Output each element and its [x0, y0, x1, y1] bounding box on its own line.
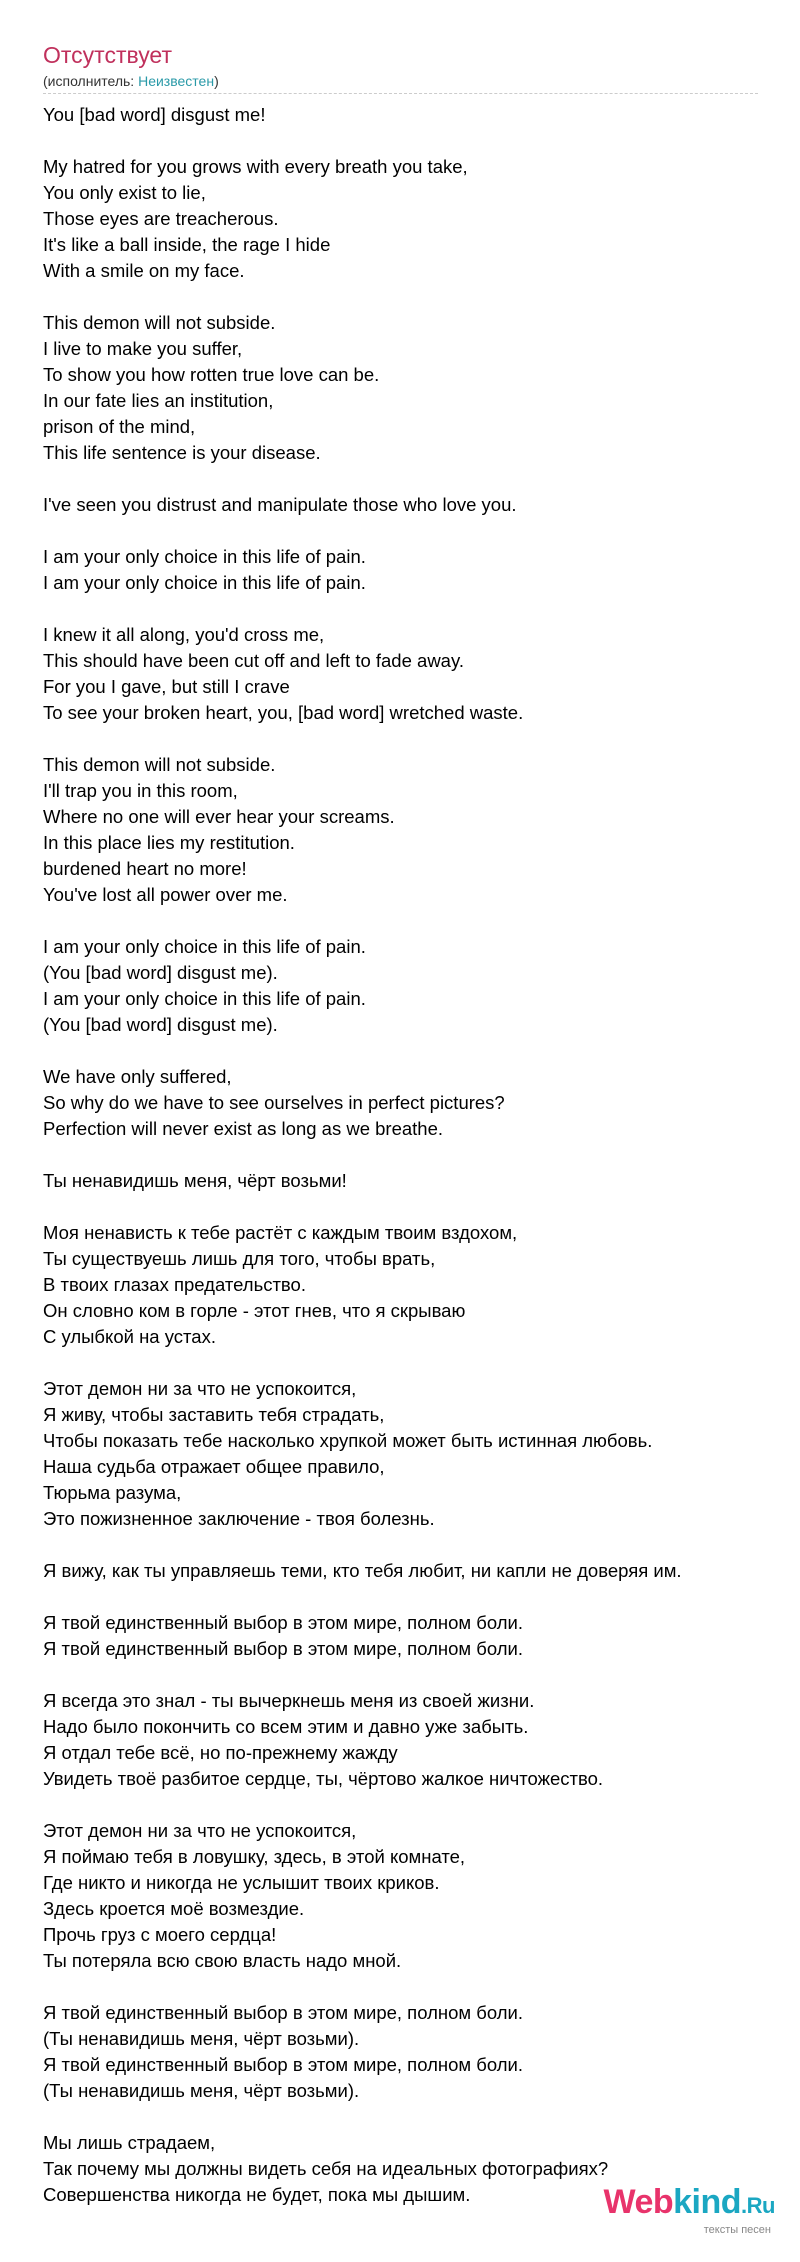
lyrics-stanza [43, 102, 763, 128]
lyric-line: You [bad word] disgust me! [43, 104, 266, 125]
lyric-line: Чтобы показать тебе насколько хрупкой может быть истинная любовь. [43, 1430, 653, 1451]
lyrics-stanza [43, 492, 763, 518]
lyrics-stanza [43, 1064, 763, 1142]
logo-subtitle: тексты песен [703, 2224, 771, 2236]
lyric-line: Этот демон ни за что не успокоится, [43, 1820, 357, 1841]
lyric-line: I am your only choice in this life of pain. [43, 546, 366, 567]
lyric-line: Я твой единственный выбор в этом мире, полном боли. [43, 2054, 523, 2075]
lyric-line: (You [bad word] disgust me). [43, 962, 278, 983]
lyric-line: This should have been cut off and left to fade away. [43, 650, 464, 671]
lyrics-stanza [43, 1168, 763, 1194]
lyric-line: This demon will not subside. [43, 312, 276, 333]
lyric-line: Где никто и никогда не услышит твоих криков. [43, 1872, 440, 1893]
lyric-line: I live to make you suffer, [43, 338, 243, 359]
lyric-line: Я отдал тебе всё, но по-прежнему жажду [43, 1742, 398, 1763]
lyric-line: It's like a ball inside, the rage I hide [43, 234, 331, 255]
lyric-line: Этот демон ни за что не успокоится, [43, 1378, 357, 1399]
lyric-line: Those eyes are treacherous. [43, 208, 279, 229]
lyric-line: To see your broken heart, you, [bad word] wretched waste. [43, 702, 524, 723]
lyric-line: (You [bad word] disgust me). [43, 1014, 278, 1035]
lyric-line: Ты ненавидишь меня, чёрт возьми! [43, 1170, 347, 1191]
lyric-line: Я твой единственный выбор в этом мире, полном боли. [43, 1612, 523, 1633]
lyric-line: With a smile on my face. [43, 260, 245, 281]
lyrics-stanza [43, 2000, 763, 2104]
lyric-line: Ты потеряла всю свою власть надо мной. [43, 1950, 402, 1971]
lyric-line: In this place lies my restitution. [43, 832, 295, 853]
lyric-line: I've seen you distrust and manipulate those who love you. [43, 494, 517, 515]
artist-prefix: (исполнитель: [43, 73, 139, 89]
lyric-line: Так почему мы должны видеть себя на идеальных фотографиях? [43, 2158, 609, 2179]
lyrics-stanza [43, 1220, 763, 1350]
lyric-line: Я твой единственный выбор в этом мире, полном боли. [43, 2002, 523, 2023]
lyric-line: prison of the mind, [43, 416, 196, 437]
logo-web-text: Web [603, 2183, 674, 2221]
lyric-line: Я вижу, как ты управляешь теми, кто тебя любит, ни капли не доверяя им. [43, 1560, 682, 1581]
lyric-line: Я всегда это знал - ты вычеркнешь меня из своей жизни. [43, 1690, 535, 1711]
lyric-line: Здесь кроется моё возмездие. [43, 1898, 305, 1919]
lyrics-stanza [43, 544, 763, 596]
lyric-line: You only exist to lie, [43, 182, 206, 203]
lyric-line: This life sentence is your disease. [43, 442, 321, 463]
lyric-line: I am your only choice in this life of pain. [43, 988, 366, 1009]
artist-suffix: ) [214, 73, 219, 89]
lyric-line: Моя ненависть к тебе растёт с каждым твоим вздохом, [43, 1222, 518, 1243]
lyrics-stanza [43, 1610, 763, 1662]
lyrics-stanza [43, 1558, 763, 1584]
lyric-line: Я поймаю тебя в ловушку, здесь, в этой комнате, [43, 1846, 466, 1867]
lyrics-stanza [43, 752, 763, 908]
lyric-line: In our fate lies an institution, [43, 390, 274, 411]
lyric-line: Where no one will ever hear your screams. [43, 806, 395, 827]
lyric-line: (Ты ненавидишь меня, чёрт возьми). [43, 2080, 360, 2101]
lyric-line: Ты существуешь лишь для того, чтобы врать, [43, 1248, 436, 1269]
lyric-line: I am your only choice in this life of pain. [43, 936, 366, 957]
lyric-line: Я твой единственный выбор в этом мире, полном боли. [43, 1638, 523, 1659]
lyric-line: В твоих глазах предательство. [43, 1274, 306, 1295]
lyric-line: We have only suffered, [43, 1066, 232, 1087]
song-title: Отсутствует [43, 42, 172, 68]
lyric-line: Совершенства никогда не будет, пока мы дышим. [43, 2184, 471, 2205]
logo-ru-text: .Ru [741, 2193, 775, 2218]
lyrics-body [43, 102, 763, 2234]
lyric-line: For you I gave, but still I crave [43, 676, 290, 697]
lyric-line: Perfection will never exist as long as we breathe. [43, 1118, 444, 1139]
lyric-line: (Ты ненавидишь меня, чёрт возьми). [43, 2028, 360, 2049]
lyric-line: Надо было покончить со всем этим и давно уже забыть. [43, 1716, 529, 1737]
lyrics-stanza [43, 934, 763, 1038]
lyric-line: Прочь груз с моего сердца! [43, 1924, 277, 1945]
lyric-line: Тюрьма разума, [43, 1482, 182, 1503]
lyric-line: I'll trap you in this room, [43, 780, 238, 801]
lyric-line: Мы лишь страдаем, [43, 2132, 216, 2153]
lyric-line: Он словно ком в горле - этот гнев, что я скрываю [43, 1300, 466, 1321]
lyric-line: I am your only choice in this life of pain. [43, 572, 366, 593]
artist-line [43, 72, 758, 94]
logo-kind-text: kind [673, 2183, 742, 2221]
lyrics-stanza [43, 1688, 763, 1792]
lyrics-stanza [43, 1818, 763, 1974]
logo-wordmark [603, 2185, 775, 2223]
lyric-line: Я живу, чтобы заставить тебя страдать, [43, 1404, 385, 1425]
lyrics-stanza [43, 310, 763, 466]
lyric-line: You've lost all power over me. [43, 884, 288, 905]
lyric-line: I knew it all along, you'd cross me, [43, 624, 325, 645]
lyric-line: So why do we have to see ourselves in perfect pictures? [43, 1092, 505, 1113]
lyric-line: To show you how rotten true love can be. [43, 364, 380, 385]
lyric-line: burdened heart no more! [43, 858, 247, 879]
lyrics-stanza [43, 1376, 763, 1532]
song-header [43, 40, 758, 94]
lyric-line: Это пожизненное заключение - твоя болезнь. [43, 1508, 435, 1529]
lyrics-stanza [43, 622, 763, 726]
lyric-line: Наша судьба отражает общее правило, [43, 1456, 385, 1477]
lyric-line: С улыбкой на устах. [43, 1326, 216, 1347]
lyric-line: Увидеть твоё разбитое сердце, ты, чёртово жалкое ничтожество. [43, 1768, 604, 1789]
site-logo[interactable] [603, 2185, 775, 2236]
lyrics-stanza [43, 154, 763, 284]
artist-link[interactable]: Неизвестен [138, 73, 215, 89]
lyric-line: My hatred for you grows with every breath you take, [43, 156, 468, 177]
lyric-line: This demon will not subside. [43, 754, 276, 775]
